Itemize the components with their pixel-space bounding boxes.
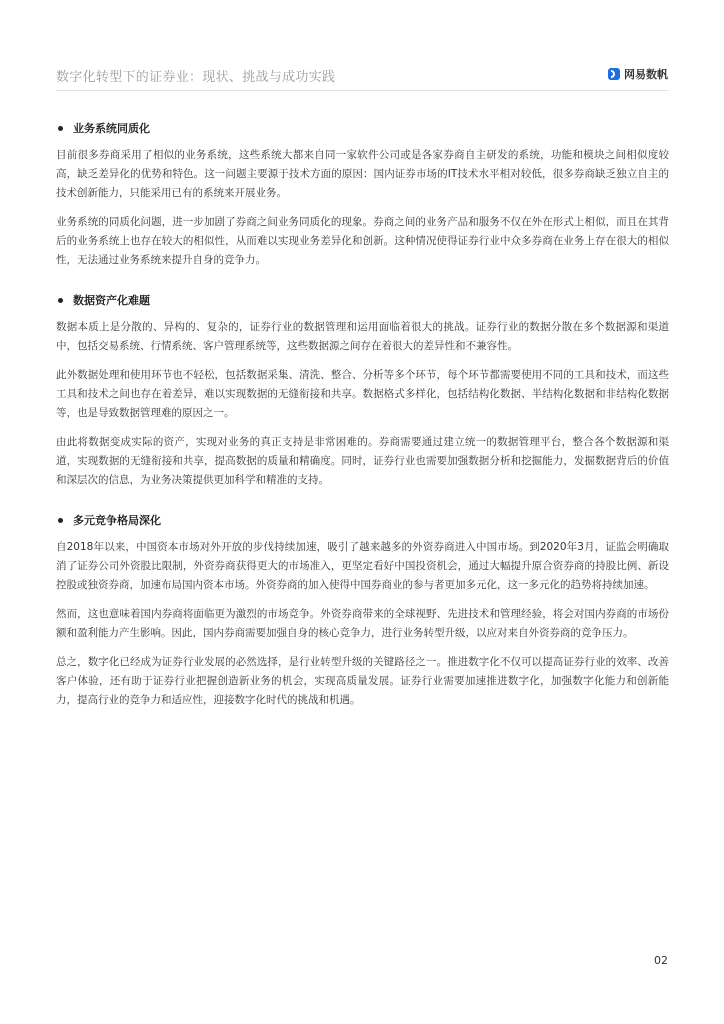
paragraph: 目前很多券商采用了相似的业务系统，这些系统大都来自同一家软件公司或是各家券商自主研发的系统，功能和模块之间相似度较高，缺乏差异化的优势和特色。这一问题主要源于技术方面的原因：国内证券市场的IT技术水平相对较低，很多券商缺乏独立自主的技术创新能力，只能采用已有的系统来开展业务。 xyxy=(56,149,669,199)
paragraph: 然而，这也意味着国内券商将面临更为激烈的市场竞争。外资券商带来的全球视野、先进技术和管理经验，将会对国内券商的市场份额和盈利能力产生影响。因此，国内券商需要加强自身的核心竞争力，进行业务转型升级，以应对来自外资券商的竞争压力。 xyxy=(56,608,669,639)
section-title: 业务系统同质化 xyxy=(73,122,150,135)
brand-name: 网易数帆 xyxy=(624,68,668,81)
paragraph: 自2018年以来，中国资本市场对外开放的步伐持续加速，吸引了越来越多的外资券商进入中国市场。到2020年3月，证监会明确取消了证券公司外资股比限制，外资券商获得更大的市场准入，更坚定看好中国投资机会，通过大幅提升原合资券商的持股比例、新设控股或独资券商，加速布局国内资本市场。外资券商的加入使得中国券商业的参与者更加多元化，这一多元化的趋势将持续加速。 xyxy=(56,541,669,591)
bullet-icon xyxy=(58,518,63,523)
paragraph: 数据本质上是分散的、异构的、复杂的，证券行业的数据管理和运用面临着很大的挑战。证券行业的数据分散在多个数据源和渠道中，包括交易系统、行情系统、客户管理系统等，这些数据源之间存在着很大的差异性和不兼容性。 xyxy=(56,321,669,352)
paragraph: 由此将数据变成实际的资产，实现对业务的真正支持是非常困难的。券商需要通过建立统一的数据管理平台，整合各个数据源和渠道，实现数据的无缝衔接和共享，提高数据的质量和精确度。同时，证券行业也需要加强数据分析和挖掘能力，发掘数据背后的价值和深层次的信息，为业务决策提供更加科学和精准的支持。 xyxy=(56,436,669,486)
section-heading xyxy=(56,512,669,528)
brand-logo-icon xyxy=(608,68,620,80)
main-content xyxy=(56,120,669,732)
paragraph: 业务系统的同质化问题，进一步加剧了券商之间业务同质化的现象。券商之间的业务产品和服务不仅在外在形式上相似，而且在其背后的业务系统上也存在较大的相似性，从而难以实现业务差异化和创新。这种情况使得证券行业中众多券商在业务上存在很大的相似性，无法通过业务系统来提升自身的竞争力。 xyxy=(56,216,669,266)
document-title: 数字化转型下的证券业：现状、挑战与成功实践 xyxy=(56,70,336,85)
paragraph: 总之，数字化已经成为证券行业发展的必然选择，是行业转型升级的关键路径之一。推进数字化不仅可以提高证券行业的效率、改善客户体验，还有助于证券行业把握创造新业务的机会，实现高质量发展。证券行业需要加速推进数字化，加强数字化能力和创新能力，提高行业的竞争力和适应性，迎接数字化时代的挑战和机遇。 xyxy=(56,656,669,706)
page-header xyxy=(56,62,668,91)
section-title: 数据资产化难题 xyxy=(73,294,150,307)
section-heading xyxy=(56,120,669,136)
section-data-assetization xyxy=(56,292,669,490)
section-competition xyxy=(56,512,669,710)
section-business-homogenization xyxy=(56,120,669,270)
bullet-icon xyxy=(58,298,63,303)
paragraph: 此外数据处理和使用环节也不轻松，包括数据采集、清洗、整合、分析等多个环节，每个环节都需要使用不同的工具和技术，而这些工具和技术之间也存在着差异，难以实现数据的无缝衔接和共享。数据格式多样化，包括结构化数据、半结构化数据和非结构化数据等，也是导致数据管理难的原因之一。 xyxy=(56,369,669,419)
section-heading xyxy=(56,292,669,308)
brand xyxy=(608,66,668,82)
page-number: 02 xyxy=(654,954,668,967)
section-title: 多元竞争格局深化 xyxy=(73,514,161,527)
bullet-icon xyxy=(58,126,63,131)
